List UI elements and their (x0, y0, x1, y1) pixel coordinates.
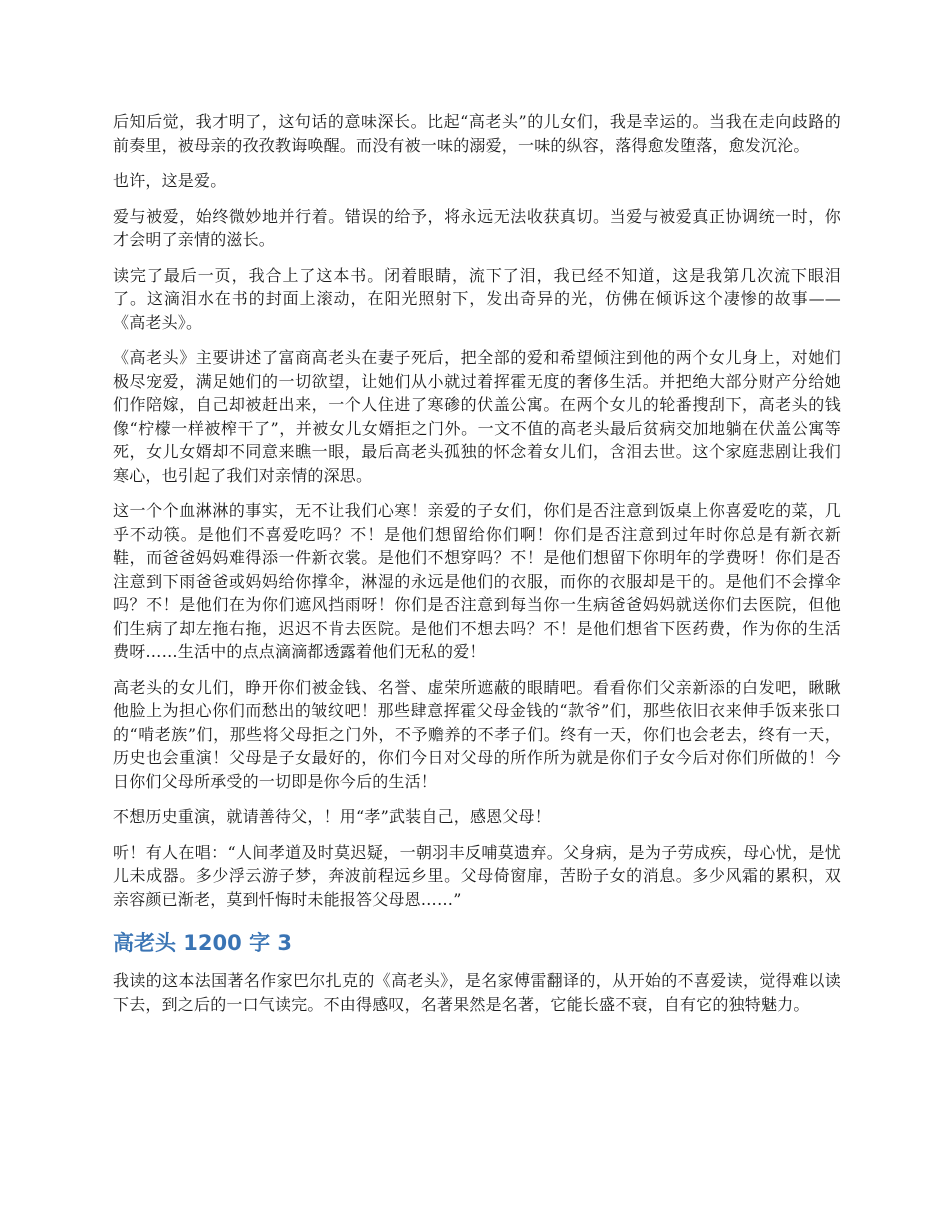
paragraph-1: 后知后觉，我才明了，这句话的意味深长。比起“高老头”的儿女们，我是幸运的。当我在走向歧路的前奏里，被母亲的孜孜教诲唤醒。而没有被一味的溺爱，一味的纵容，落得愈发堕落，愈发沉沦。 (113, 112, 841, 155)
paragraph-3: 爱与被爱，始终微妙地并行着。错误的给予，将永远无法收获真切。当爱与被爱真正协调统一时，你才会明了亲情的滋长。 (113, 206, 841, 249)
paragraph-9: 听！有人在唱：“人间孝道及时莫迟疑，一朝羽丰反哺莫遗弃。父身病，是为子劳成疾，母心忧，是忧儿未成器。多少浮云游子梦，奔波前程远乡里。父母倚窗扉，苦盼子女的消息。多少风霜的累积，双亲容颜已渐老，莫到忏悔时未能报答父母恩……” (113, 842, 841, 909)
paragraph-10: 我读的这本法国著名作家巴尔扎克的《高老头》，是名家傅雷翻译的，从开始的不喜爱读，觉得难以读下去，到之后的一口气读完。不由得感叹，名著果然是名著，它能长盛不衰，自有它的独特魅力。 (113, 971, 841, 1014)
paragraph-8: 不想历史重演，就请善待父，！用“孝”武装自己，感恩父母！ (113, 807, 551, 826)
paragraph-4: 读完了最后一页，我合上了这本书。闭着眼睛，流下了泪，我已经不知道，这是我第几次流下眼泪了。这滴泪水在书的封面上滚动，在阳光照射下，发出奇异的光，仿佛在倾诉这个凄惨的故事——《高老头》。 (113, 265, 841, 332)
section-heading: 高老头 1200 字 3 (113, 931, 292, 955)
document-page (113, 110, 841, 1028)
paragraph-6: 这一个个血淋淋的事实，无不让我们心寒！亲爱的子女们，你们是否注意到饭桌上你喜爱吃的菜，几乎不动筷。是他们不喜爱吃吗？不！是他们想留给你们啊！你们是否注意到过年时你总是有新衣新鞋，而爸爸妈妈难得添一件新衣裳。是他们不想穿吗？不！是他们想留下你明年的学费呀！你们是否注意到下雨爸爸或妈妈给你撑伞，淋湿的永远是他们的衣服，而你的衣服却是干的。是他们不会撑伞吗？不！是他们在为你们遮风挡雨呀！你们是否注意到每当你一生病爸爸妈妈就送你们去医院，但他们生病了却左拖右拖，迟迟不肯去医院。是他们不想去吗？不！是他们想省下医药费，作为你的生活费呀……生活中的点点滴滴都透露着他们无私的爱！ (113, 501, 841, 661)
paragraph-7: 高老头的女儿们，睁开你们被金钱、名誉、虚荣所遮蔽的眼睛吧。看看你们父亲新添的白发吧，瞅瞅他脸上为担心你们而愁出的皱纹吧！那些肆意挥霍父母金钱的“款爷”们，那些依旧衣来伸手饭来张口的“啃老族”们，那些将父母拒之门外，不予赡养的不孝子们。终有一天，你们也会老去，终有一天，历史也会重演！父母是子女最好的，你们今日对父母的所作所为就是你们子女今后对你们所做的！今日你们父母所承受的一切即是你今后的生活！ (113, 677, 841, 791)
paragraph-2: 也许，这是爱。 (113, 171, 227, 190)
paragraph-5: 《高老头》主要讲述了富商高老头在妻子死后，把全部的爱和希望倾注到他的两个女儿身上，对她们极尽宠爱，满足她们的一切欲望，让她们从小就过着挥霍无度的奢侈生活。并把绝大部分财产分给她们作陪嫁，自己却被赶出来，一个人住进了寒碜的伏盖公寓。在两个女儿的轮番搜刮下，高老头的钱像“柠檬一样被榨干了”，并被女儿女婿拒之门外。一文不值的高老头最后贫病交加地躺在伏盖公寓等死，女儿女婿却不同意来瞧一眼，最后高老头孤独的怀念着女儿们，含泪去世。这个家庭悲剧让我们寒心，也引起了我们对亲情的深思。 (113, 348, 841, 485)
